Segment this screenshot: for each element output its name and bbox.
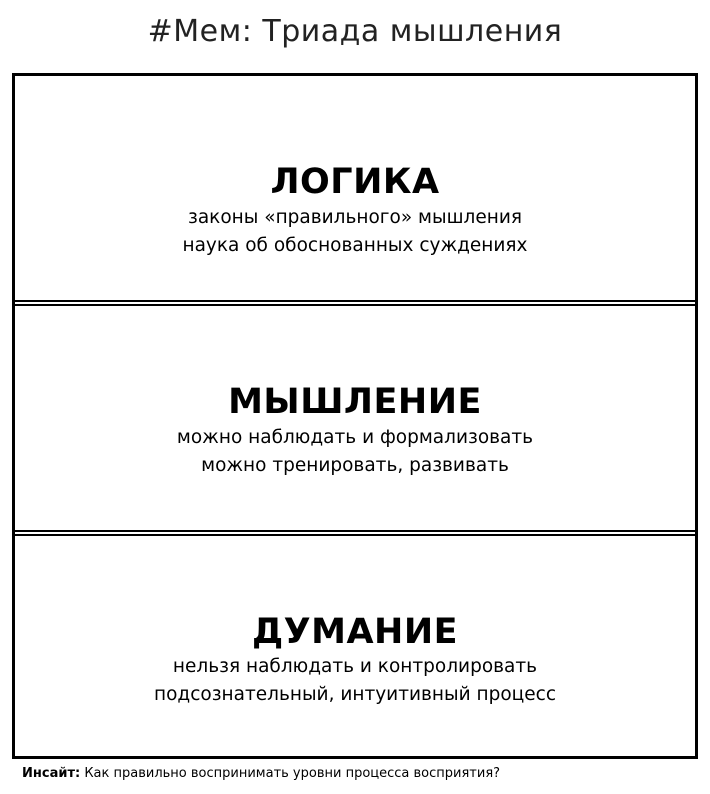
section-heading-pondering: ДУМАНИЕ	[251, 612, 459, 652]
section-heading-thinking: МЫШЛЕНИЕ	[228, 382, 482, 422]
section-thinking-line-1: можно наблюдать и формализовать	[176, 427, 534, 448]
page-title: #Мем: Триада мышления	[147, 14, 563, 49]
insight-text: Как правильно воспринимать уровни процесса восприятия?	[80, 766, 501, 781]
section-pondering	[15, 536, 695, 756]
section-thinking-line-2: можно тренировать, развивать	[201, 455, 509, 476]
triad-frame	[12, 73, 698, 759]
section-pondering-line-2: подсознательный, интуитивный процесс	[154, 684, 556, 705]
section-pondering-line-1: нельзя наблюдать и контролировать	[172, 656, 538, 677]
section-logic	[15, 76, 695, 300]
section-heading-logic: ЛОГИКА	[270, 162, 440, 202]
insight-label: Инсайт:	[22, 766, 81, 781]
section-thinking	[15, 306, 695, 530]
insight-caption	[22, 764, 500, 784]
section-logic-line-1: законы «правильного» мышления	[188, 207, 522, 228]
section-logic-line-2: наука об обоснованных суждениях	[182, 235, 528, 256]
